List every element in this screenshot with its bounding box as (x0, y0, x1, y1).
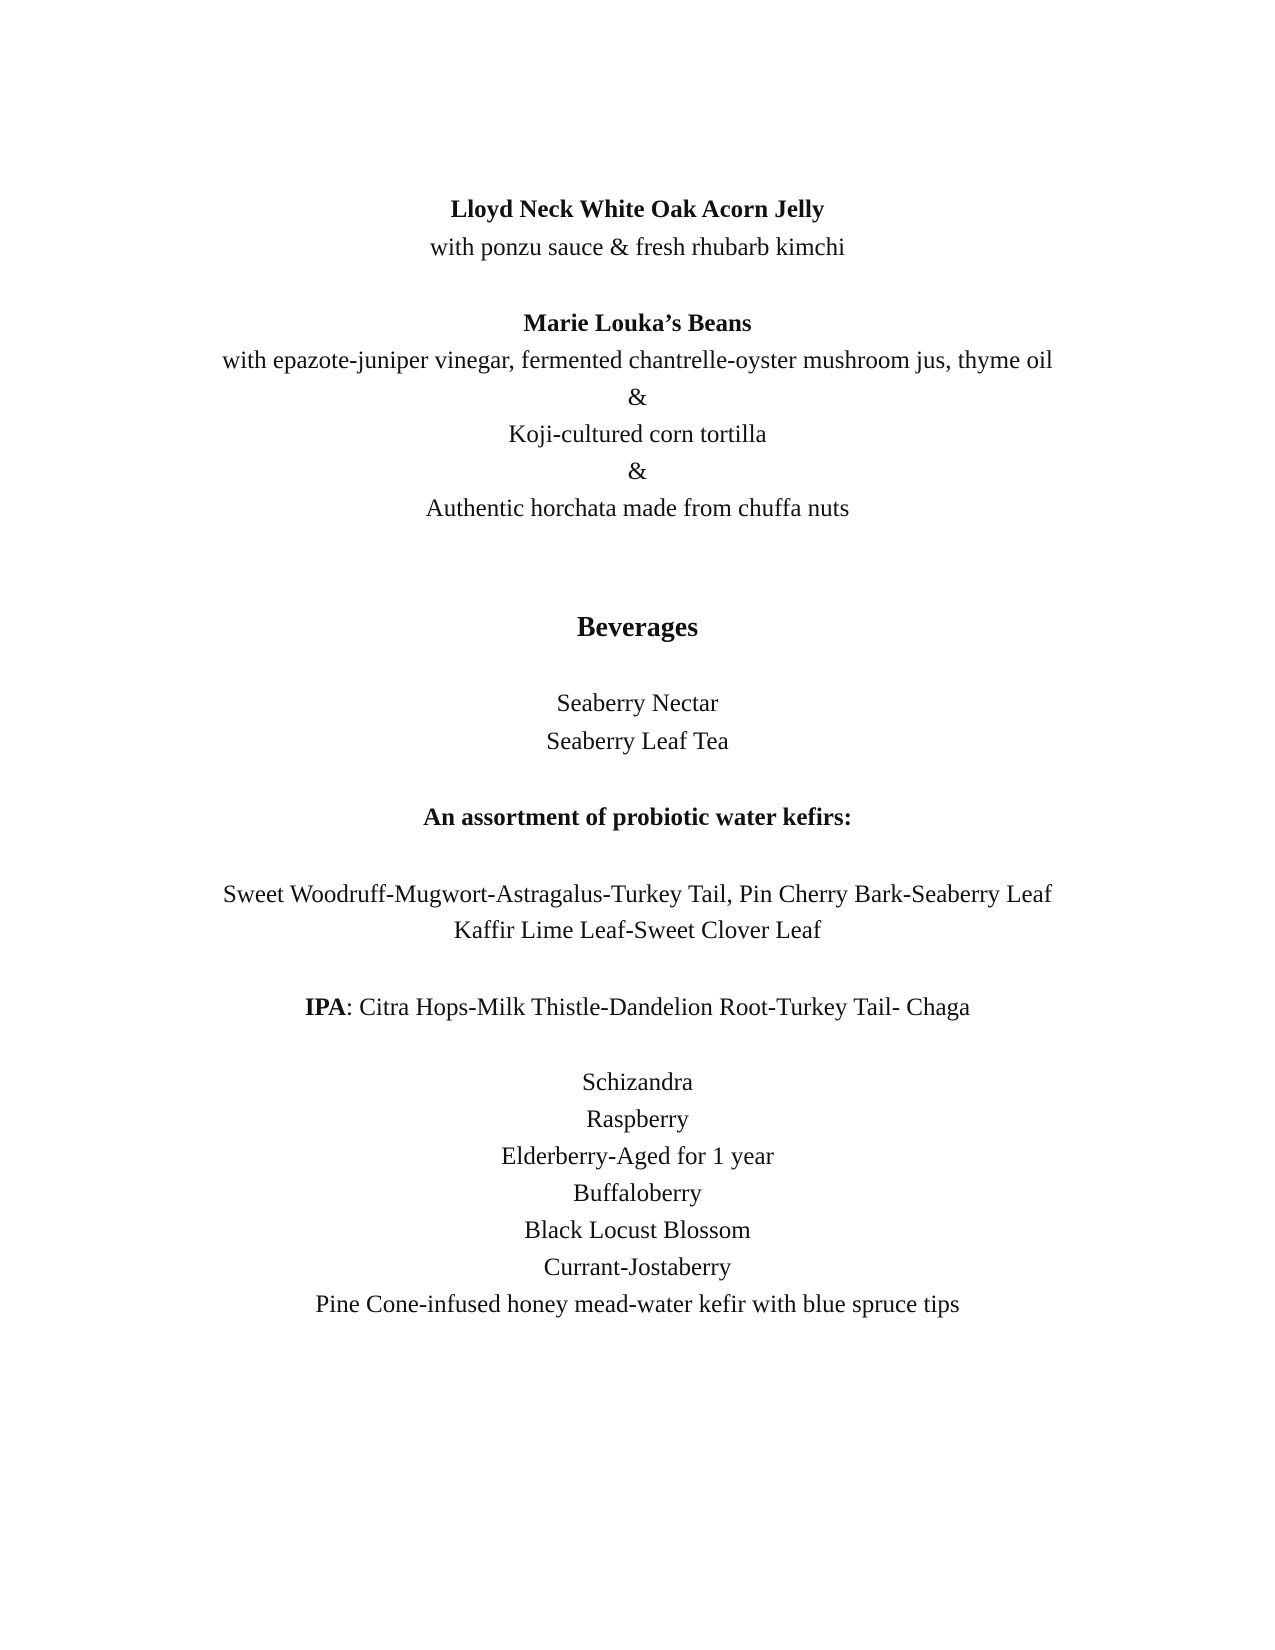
dish-2-side-1: Koji-cultured corn tortilla (508, 421, 767, 448)
flavor-item: Schizandra (581, 1069, 694, 1096)
kefir-line: Sweet Woodruff-Mugwort-Astragalus-Turkey Tail, Pin Cherry Bark-Seaberry Leaf (222, 881, 1053, 908)
kefir-heading: An assortment of probiotic water kefirs: (423, 804, 852, 831)
flavor-item: Currant-Jostaberry (543, 1254, 732, 1281)
ipa-label: IPA (304, 994, 347, 1021)
beverage-item: Seaberry Nectar (556, 690, 719, 717)
kefir-line: Kaffir Lime Leaf-Sweet Clover Leaf (453, 917, 822, 944)
dish-1-name: Lloyd Neck White Oak Acorn Jelly (450, 196, 825, 223)
flavor-item: Black Locust Blossom (524, 1217, 751, 1244)
flavor-item: Elderberry-Aged for 1 year (501, 1143, 774, 1170)
flavor-item: Buffaloberry (573, 1180, 702, 1207)
dish-2-ampersand-1: & (627, 384, 648, 411)
dish-2-description: with epazote-juniper vinegar, fermented chantrelle-oyster mushroom jus, thyme oil (222, 347, 1053, 374)
beverage-item: Seaberry Leaf Tea (546, 728, 729, 755)
flavor-item: Pine Cone-infused honey mead-water kefir with blue spruce tips (315, 1291, 960, 1318)
beverages-heading: Beverages (576, 612, 699, 643)
ipa-line (0, 992, 1275, 1024)
dish-2-name: Marie Louka’s Beans (523, 310, 752, 337)
ipa-ingredients: : Citra Hops-Milk Thistle-Dandelion Root-Turkey Tail- Chaga (346, 994, 971, 1021)
dish-2-side-2: Authentic horchata made from chuffa nuts (425, 495, 850, 522)
dish-2-ampersand-2: & (627, 458, 648, 485)
flavor-item: Raspberry (586, 1106, 689, 1133)
dish-1-description: with ponzu sauce & fresh rhubarb kimchi (429, 234, 846, 261)
